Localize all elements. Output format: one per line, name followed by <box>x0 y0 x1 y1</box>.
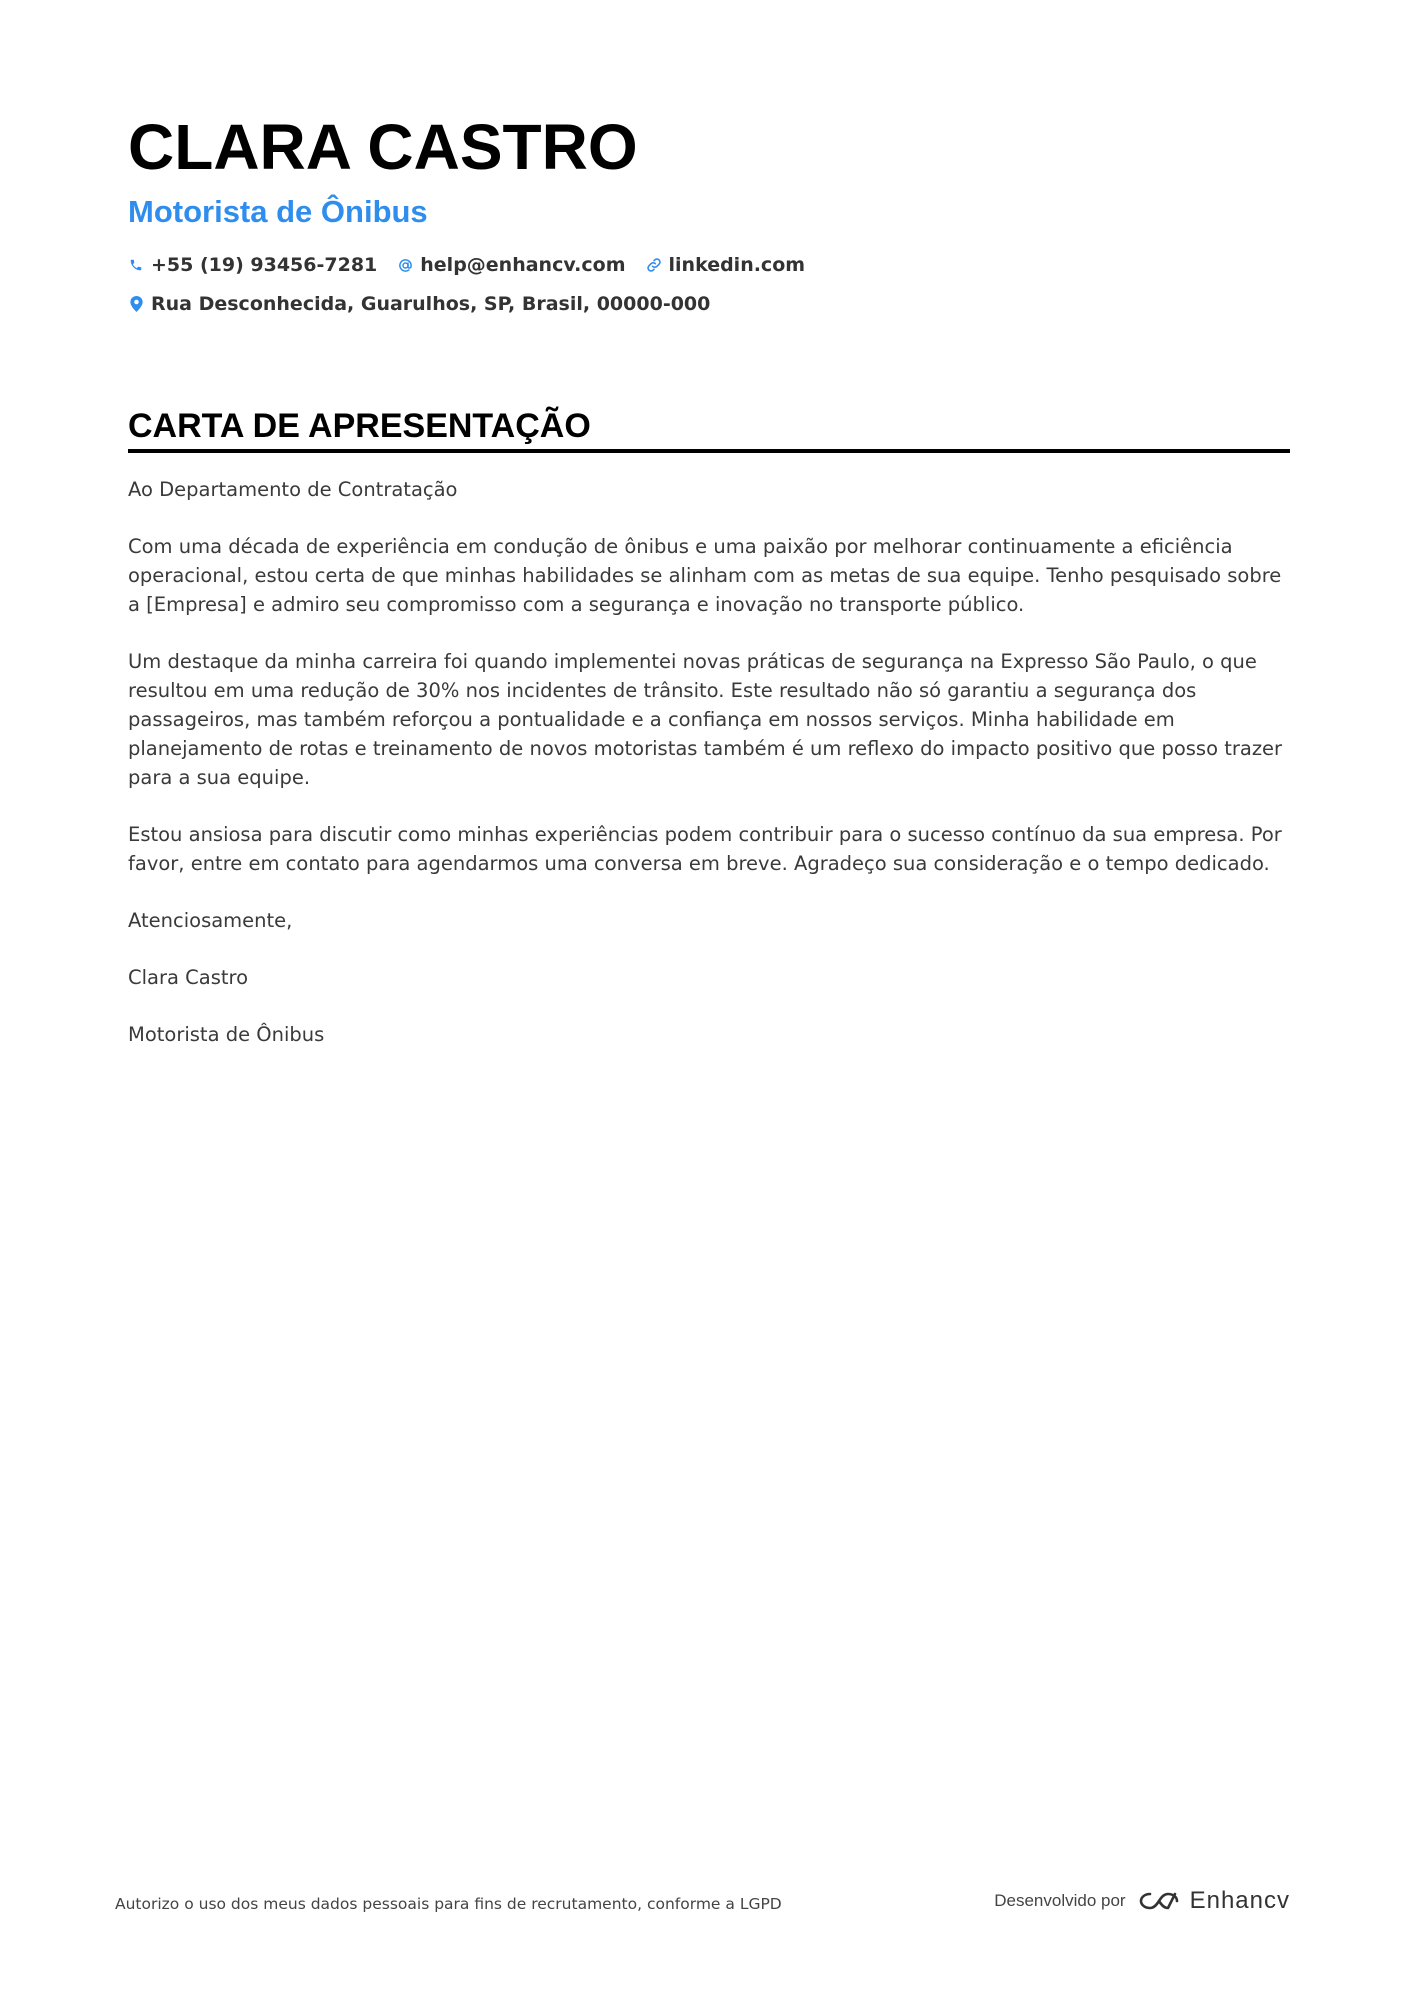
letter-paragraph-3: Estou ansiosa para discutir como minhas experiências podem contribuir para o sucesso contínuo da sua empresa. Por favor, entre em contato para agendarmos uma conversa em breve. Agradeço sua consideração e o tempo dedicado. <box>128 823 1282 875</box>
email-address[interactable]: help@enhancv.com <box>420 254 626 276</box>
letter-greeting: Ao Departamento de Contratação <box>128 478 458 501</box>
signature-name: Clara Castro <box>128 966 249 989</box>
phone-number: +55 (19) 93456-7281 <box>151 254 378 276</box>
letter-closing: Atenciosamente, <box>128 909 293 932</box>
cover-letter-section <box>128 405 1290 1077</box>
location-pin-icon <box>128 296 144 312</box>
address-text: Rua Desconhecida, Guarulhos, SP, Brasil, 00000-000 <box>151 293 711 315</box>
profile-link[interactable]: linkedin.com <box>668 254 806 276</box>
brand-name: Enhancv <box>1189 1887 1290 1914</box>
letter-paragraph-1: Com uma década de experiência em condução de ônibus e uma paixão por melhorar continuamente a eficiência operacional, estou certa de que minhas habilidades se alinham com as metas de sua equipe. Tenho pesquisado sobre a [Empresa] e admiro seu compromisso com a segurança e inovação no transporte público. <box>128 535 1282 616</box>
contact-email[interactable] <box>397 254 625 276</box>
header <box>128 110 1290 319</box>
contact-row-primary <box>128 250 1290 280</box>
job-title: Motorista de Ônibus <box>128 194 428 229</box>
enhancv-logo-icon <box>1138 1889 1184 1913</box>
footer <box>115 1885 1290 1925</box>
powered-by-label: Desenvolvido por <box>994 1891 1126 1910</box>
link-icon <box>646 257 662 273</box>
consent-text: Autorizo o uso dos meus dados pessoais para fins de recrutamento, conforme a LGPD <box>115 1895 782 1913</box>
candidate-name: CLARA CASTRO <box>128 111 638 183</box>
phone-icon <box>128 257 144 273</box>
contact-row-address <box>128 289 1290 319</box>
contact-phone <box>128 254 377 276</box>
at-icon <box>397 257 413 273</box>
contact-link[interactable] <box>646 254 806 276</box>
letter-paragraph-2: Um destaque da minha carreira foi quando implementei novas práticas de segurança na Expresso São Paulo, o que resultou em uma redução de 30% nos incidentes de trânsito. Este resultado não só garantiu a segurança dos passageiros, mas também reforçou a pontualidade e a confiança em nossos serviços. Minha habilidade em planejamento de rotas e treinamento de novos motoristas também é um reflexo do impacto positivo que posso trazer para a sua equipe. <box>128 650 1283 789</box>
powered-by[interactable] <box>994 1887 1290 1915</box>
enhancv-logo[interactable] <box>1138 1887 1290 1915</box>
signature-title: Motorista de Ônibus <box>128 1023 325 1046</box>
letter-body <box>128 475 1290 1049</box>
contact-address <box>128 293 710 315</box>
section-title: CARTA DE APRESENTAÇÃO <box>128 405 1290 453</box>
